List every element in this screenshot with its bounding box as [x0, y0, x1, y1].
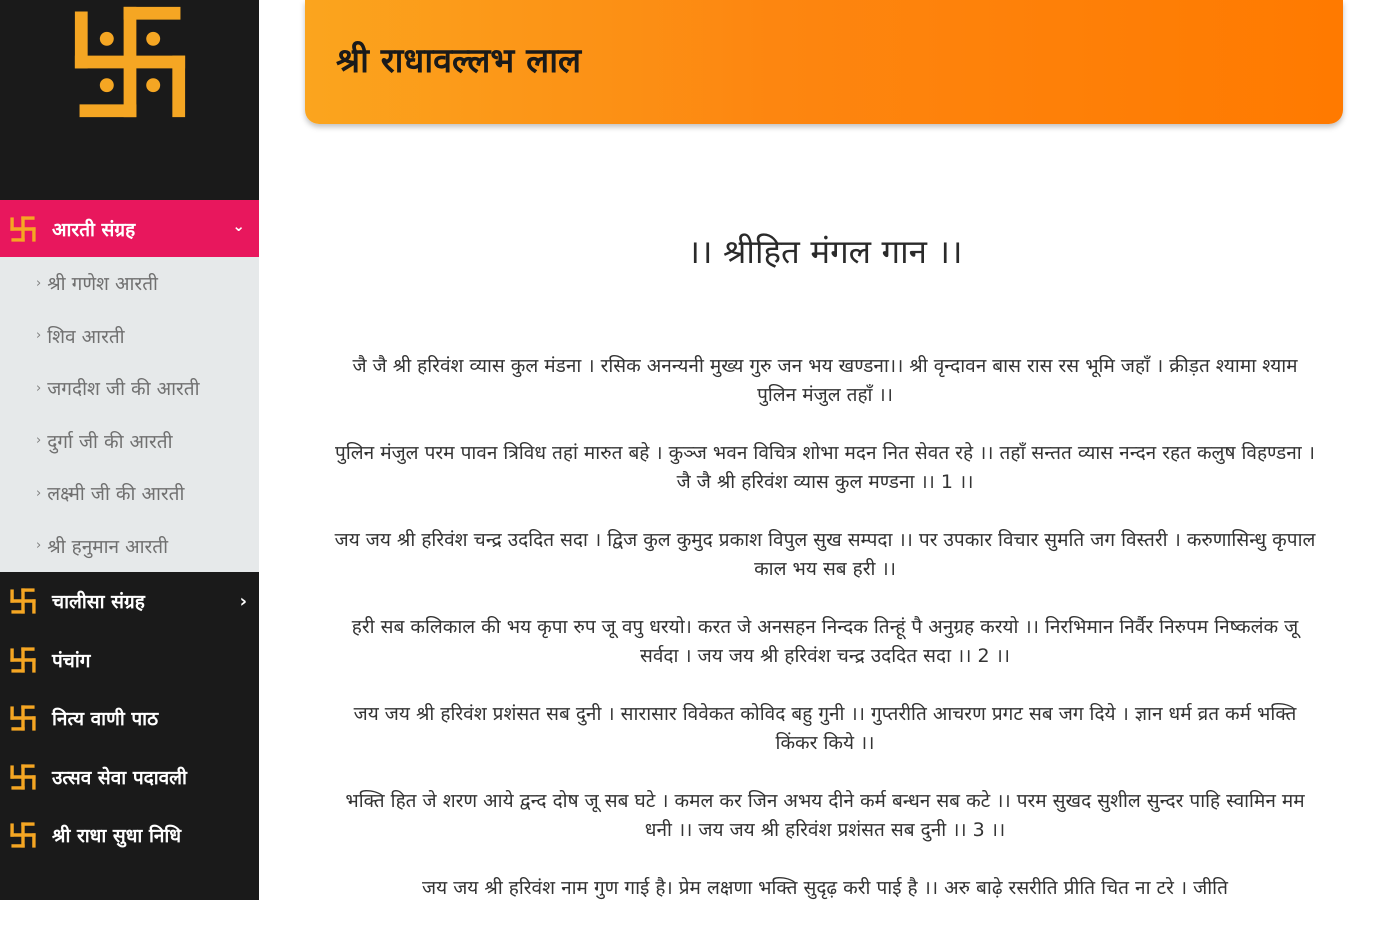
stanza: जय जय श्री हरिवंश प्रशंसत सब दुनी । सारासार विवेकत कोविद बहु गुनी ।। गुप्तरीति आचरण प्रगट सब जग दिये । ज्ञान धर्म व्रत कर्म भक्ति किंकर किये ।।: [353, 703, 1297, 754]
submenu-item-durga-aarti[interactable]: [0, 415, 259, 468]
swastik-icon: [10, 216, 36, 242]
sidebar-item-nitya-vani-path[interactable]: [0, 689, 259, 748]
chevron-right-icon: ›: [36, 328, 42, 344]
sidebar-item-label: चालीसा संग्रह: [52, 591, 145, 614]
aarti-submenu: [0, 257, 259, 572]
sidebar-item-utsav-seva-padavali[interactable]: [0, 748, 259, 807]
swastik-icon: [10, 588, 36, 614]
submenu-item-lakshmi-aarti[interactable]: [0, 467, 259, 520]
swastik-icon: [10, 822, 36, 848]
submenu-item-label: लक्ष्मी जी की आरती: [47, 483, 185, 506]
stanza: जै जै श्री हरिवंश व्यास कुल मंडना । रसिक अनन्यनी मुख्य गुरु जन भय खण्डना।। श्री वृन्दावन बास रास रस भूमि जहाँ । क्रीड़त श्यामा श्याम पुलिन मंजुल तहाँ ।।: [352, 355, 1298, 406]
swastik-icon: [10, 705, 36, 731]
page-title: श्री राधावल्लभ लाल: [336, 41, 582, 81]
sidebar: [0, 0, 259, 900]
submenu-item-ganesh-aarti[interactable]: [0, 257, 259, 310]
submenu-item-label: शिव आरती: [47, 325, 125, 348]
chevron-right-icon: ›: [239, 590, 247, 612]
sidebar-item-label: आरती संग्रह: [52, 218, 136, 241]
stanza: भक्ति हित जे शरण आये द्वन्द दोष जू सब घटे । कमल कर जिन अभय दीने कर्म बन्धन सब कटे ।। परम सुखद सुशील सुन्दर पाहि स्वामिन मम धनी ।। जय जय श्री हरिवंश प्रशंसत सब दुनी ।। 3 ।।: [345, 790, 1305, 841]
sidebar-item-chalisa-sangrah[interactable]: [0, 572, 259, 631]
submenu-item-label: श्री गणेश आरती: [47, 273, 158, 296]
song-title: ।। श्रीहित मंगल गान ।।: [687, 232, 963, 271]
sidebar-menu: [0, 200, 259, 865]
chevron-right-icon: ›: [36, 275, 42, 291]
submenu-item-label: जगदीश जी की आरती: [47, 378, 200, 401]
chevron-right-icon: ›: [36, 380, 42, 396]
sidebar-item-label: श्री राधा सुधा निधि: [52, 825, 182, 848]
swastik-icon: [10, 647, 36, 673]
stanza: पुलिन मंजुल परम पावन त्रिविध तहां मारुत बहे । कुञ्ज भवन विचित्र शोभा मदन नित सेवत रहे ।। तहाँ सन्तत व्यास नन्दन रहत कलुष विहण्डना । जै जै श्री हरिवंश व्यास कुल मण्डना ।। 1 ।।: [335, 442, 1315, 493]
chevron-right-icon: ›: [36, 433, 42, 449]
submenu-item-hanuman-aarti[interactable]: [0, 520, 259, 573]
main-content: [325, 232, 1325, 932]
chevron-right-icon: ›: [36, 538, 42, 554]
swastik-icon: [10, 764, 36, 790]
submenu-item-jagdish-aarti[interactable]: [0, 362, 259, 415]
stanza: जय जय श्री हरिवंश चन्द्र उददित सदा । द्विज कुल कुमुद प्रकाश विपुल सुख सम्पदा ।। पर उपकार विचार सुमति जग विस्तरी । करुणासिन्धु कृपाल काल भय सब हरी ।।: [334, 529, 1316, 580]
submenu-item-shiv-aarti[interactable]: [0, 310, 259, 363]
chevron-right-icon: ›: [36, 485, 42, 501]
submenu-item-label: दुर्गा जी की आरती: [47, 430, 173, 453]
swastik-icon: [72, 4, 188, 120]
sidebar-item-panchang[interactable]: [0, 631, 259, 690]
sidebar-item-label: नित्य वाणी पाठ: [52, 708, 159, 731]
submenu-item-label: श्री हनुमान आरती: [47, 535, 169, 558]
sidebar-item-label: उत्सव सेवा पदावली: [52, 766, 187, 789]
stanza: जय जय श्री हरिवंश नाम गुण गाई है। प्रेम लक्षणा भक्ति सुदृढ़ करी पाई है ।। अरु बाढ़े रसरीति प्रीति चित ना टरे । जीति: [422, 877, 1228, 899]
stanza: हरी सब कलिकाल की भय कृपा रुप जू वपु धरयो। करत जे अनसहन निन्दक तिन्हूं पै अनुग्रह करयो ।। निरभिमान निर्वैर निरुपम निष्कलंक जू सर्वदा । जय जय श्री हरिवंश चन्द्र उददित सदा ।। 2 ।।: [351, 616, 1299, 667]
page-header: [305, 0, 1343, 124]
chevron-down-icon: ⌄: [232, 217, 245, 235]
sidebar-item-radha-sudha-nidhi[interactable]: [0, 806, 259, 865]
sidebar-item-aarti-sangrah[interactable]: [0, 200, 259, 257]
sidebar-item-label: पंचांग: [52, 649, 91, 672]
